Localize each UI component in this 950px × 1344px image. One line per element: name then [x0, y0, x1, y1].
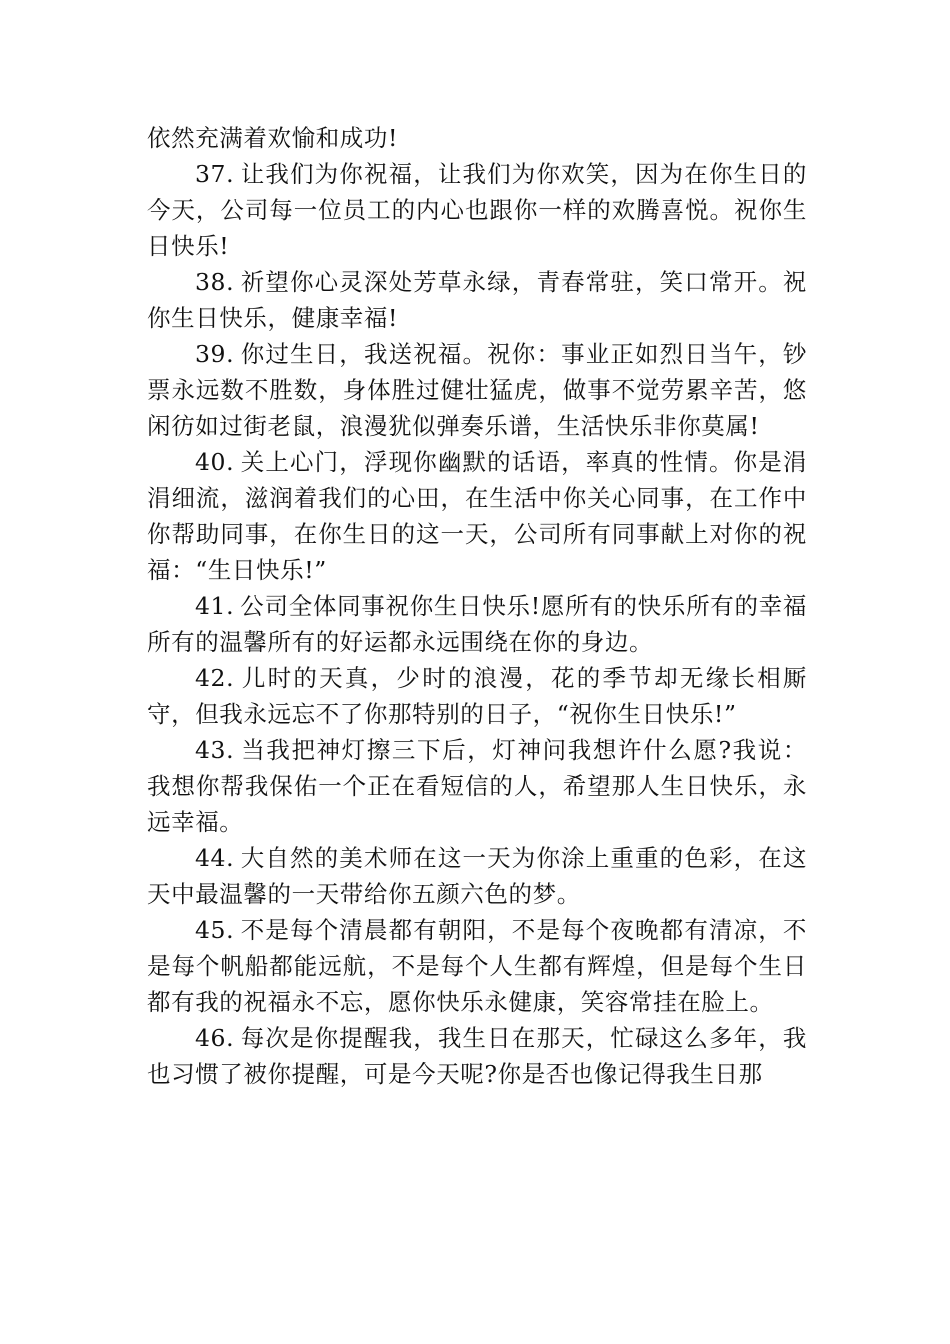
item-number: 38. [195, 268, 235, 296]
item-text: 公司全体同事祝你生日快乐!愿所有的快乐所有的幸福所有的温馨所有的好运都永远围绕在你的身边。 [147, 592, 807, 656]
item-text: 关上心门，浮现你幽默的话语，率真的性情。你是涓涓细流，滋润着我们的心田，在生活中你关心同事，在工作中你帮助同事，在你生日的这一天，公司所有同事献上对你的祝福：“生日快乐!” [147, 448, 807, 584]
list-item [147, 588, 807, 660]
list-item [147, 1020, 807, 1092]
item-number: 42. [195, 664, 235, 692]
item-number: 39. [195, 340, 235, 368]
item-number: 43. [195, 736, 235, 764]
item-text: 大自然的美术师在这一天为你涂上重重的色彩，在这天中最温馨的一天带给你五颜六色的梦。 [147, 844, 807, 908]
item-number: 44. [195, 844, 235, 872]
list-item [147, 336, 807, 444]
item-number: 37. [195, 160, 235, 188]
list-item [147, 264, 807, 336]
item-text: 你过生日，我送祝福。祝你：事业正如烈日当午，钞票永远数不胜数，身体胜过健壮猛虎，做事不觉劳累辛苦，悠闲彷如过街老鼠，浪漫犹似弹奏乐谱，生活快乐非你莫属! [147, 340, 807, 440]
item-text: 让我们为你祝福，让我们为你欢笑，因为在你生日的今天，公司每一位员工的内心也跟你一样的欢腾喜悦。祝你生日快乐! [147, 160, 807, 260]
list-item [147, 912, 807, 1020]
item-text: 每次是你提醒我，我生日在那天，忙碌这么多年，我也习惯了被你提醒，可是今天呢?你是否也像记得我生日那 [147, 1024, 807, 1088]
item-number: 40. [195, 448, 235, 476]
continuation-paragraph: 依然充满着欢愉和成功! [147, 124, 399, 152]
item-number: 41. [195, 592, 235, 620]
item-number: 46. [195, 1024, 235, 1052]
item-text: 祈望你心灵深处芳草永绿，青春常驻，笑口常开。祝你生日快乐，健康幸福! [147, 268, 807, 332]
item-number: 45. [195, 916, 235, 944]
list-item [147, 156, 807, 264]
item-text: 当我把神灯擦三下后，灯神问我想许什么愿?我说：我想你帮我保佑一个正在看短信的人，希望那人生日快乐，永远幸福。 [147, 736, 807, 836]
list-item [147, 732, 807, 840]
item-text: 儿时的天真，少时的浪漫，花的季节却无缘长相厮守，但我永远忘不了你那特别的日子，“祝你生日快乐!” [147, 664, 807, 728]
document-page [147, 120, 807, 1092]
list-item [147, 444, 807, 588]
list-item [147, 660, 807, 732]
list-item [147, 840, 807, 912]
item-text: 不是每个清晨都有朝阳，不是每个夜晚都有清凉，不是每个帆船都能远航，不是每个人生都有辉煌，但是每个生日都有我的祝福永不忘，愿你快乐永健康，笑容常挂在脸上。 [147, 916, 807, 1016]
